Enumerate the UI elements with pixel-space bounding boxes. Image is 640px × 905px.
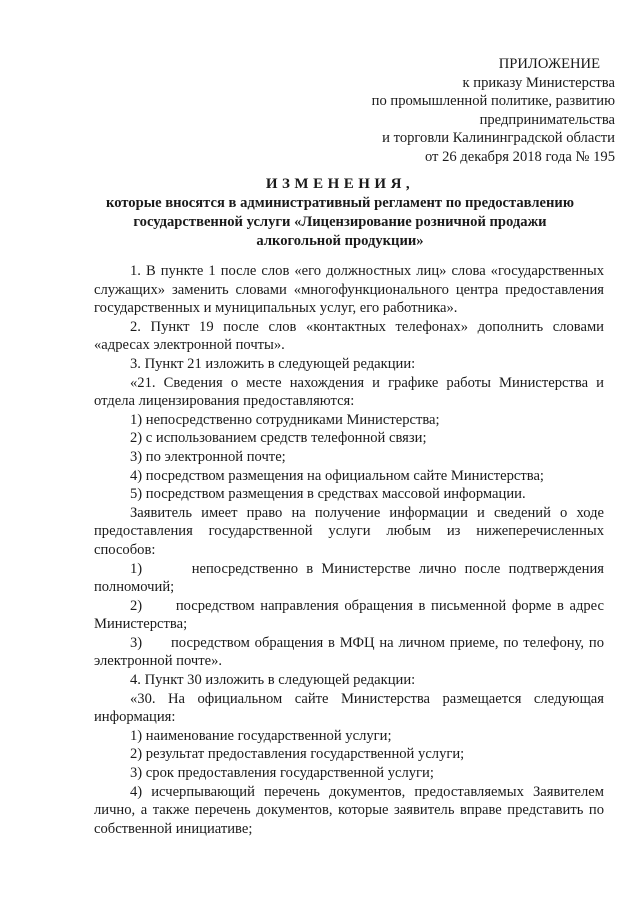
- list-item: 2) посредством направления обращения в письменной форме в адрес Министерства;: [94, 597, 604, 633]
- list-item: 1) непосредственно в Министерстве лично после подтверждения полномочий;: [94, 560, 604, 596]
- appendix-header: [325, 55, 615, 167]
- appendix-date: от 26 декабря 2018 года № 195: [424, 148, 615, 165]
- title-line: государственной услуги «Лицензирование розничной продажи: [133, 214, 547, 230]
- list-item: 3) срок предоставления государственной услуги;: [130, 765, 434, 782]
- title-line: алкогольной продукции»: [256, 233, 424, 249]
- paragraph: «30. На официальном сайте Министерства размещается следующая информация:: [94, 690, 604, 726]
- paragraph: 4. Пункт 30 изложить в следующей редакции:: [130, 672, 416, 689]
- list-item: 3) по электронной почте;: [130, 448, 286, 465]
- appendix-line: и торговли Калининградской области: [382, 130, 615, 147]
- list-item: 4) исчерпывающий перечень документов, предоставляемых Заявителем лично, а также перечень документов, которые заявитель вправе представить по собственной инициативе;: [94, 783, 604, 837]
- title-heading: ИЗМЕНЕНИЯ,: [265, 176, 415, 192]
- document-body: [94, 262, 604, 838]
- title-line: которые вносятся в административный регламент по предоставлению: [105, 195, 574, 211]
- list-item: 3) посредством обращения в МФЦ на личном приеме, по телефону, по электронной почте».: [94, 634, 604, 670]
- paragraph: 1. В пункте 1 после слов «его должностных лиц» слова «государственных служащих» заменить словами «многофункционального центра предоставления государственных и муниципальных услуг, его работника».: [94, 263, 604, 317]
- appendix-line: по промышленной политике, развитию: [371, 93, 615, 110]
- paragraph: Заявитель имеет право на получение информации и сведений о ходе предоставления государственной услуги любым из нижеперечисленных способов:: [94, 504, 604, 558]
- list-item: 1) наименование государственной услуги;: [130, 727, 392, 744]
- list-item: 2) результат предоставления государственной услуги;: [130, 746, 465, 763]
- paragraph: 2. Пункт 19 после слов «контактных телефонах» дополнить словами «адресах электронной почты».: [94, 318, 604, 354]
- appendix-line: к приказу Министерства: [462, 74, 615, 91]
- list-item: 5) посредством размещения в средствах массовой информации.: [130, 486, 526, 503]
- paragraph: «21. Сведения о месте нахождения и графике работы Министерства и отдела лицензирования предоставляются:: [94, 374, 604, 410]
- appendix-line: предпринимательства: [479, 111, 615, 128]
- list-item: 1) непосредственно сотрудниками Министерства;: [130, 411, 440, 428]
- paragraph: 3. Пункт 21 изложить в следующей редакции:: [130, 355, 416, 372]
- appendix-title: ПРИЛОЖЕНИЕ: [498, 56, 600, 72]
- list-item: 4) посредством размещения на официальном сайте Министерства;: [130, 467, 544, 484]
- list-item: 2) с использованием средств телефонной связи;: [130, 430, 427, 447]
- document-title: [60, 175, 620, 251]
